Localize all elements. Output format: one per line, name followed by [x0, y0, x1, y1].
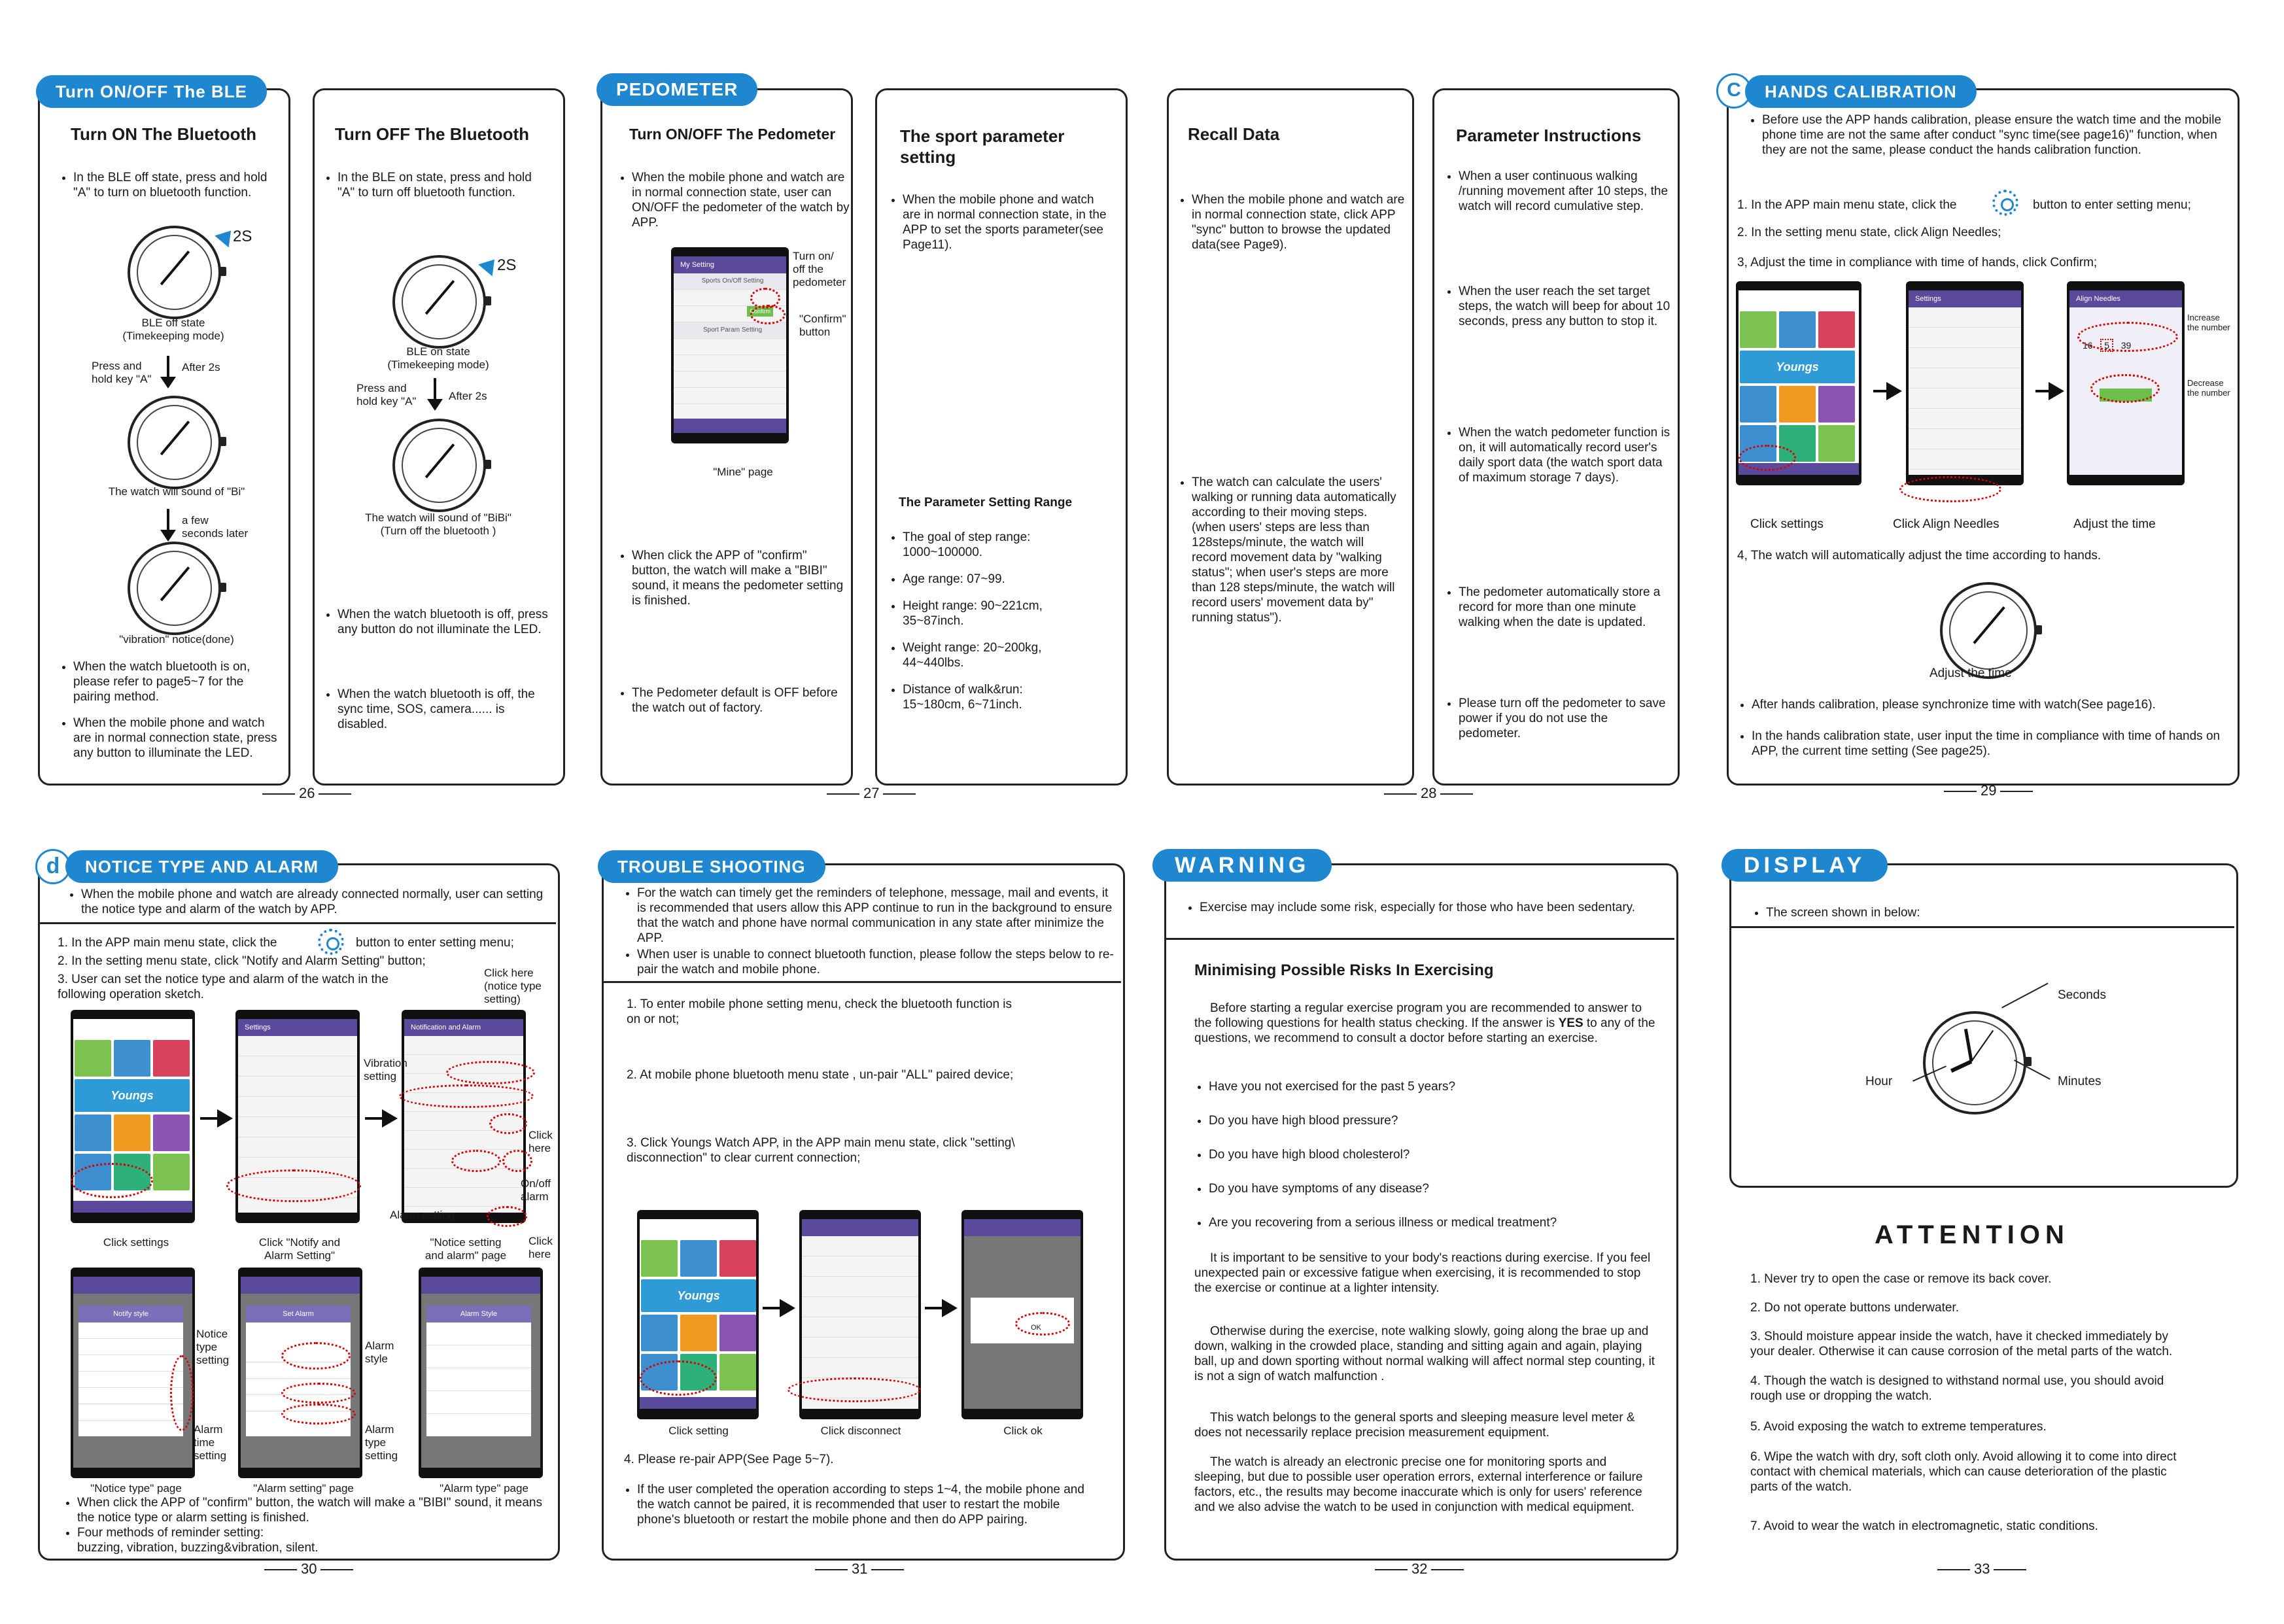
page-number: 30	[260, 1561, 357, 1578]
p33-a4: 4. Though the watch is designed to withstand normal use, you should avoid rough use or dropping the watch.	[1750, 1374, 2164, 1403]
p26-right-intro: • In the BLE on state, press and hold "A" to turn off bluetooth function.	[323, 170, 539, 200]
dialog-header: Notify style	[78, 1305, 183, 1322]
p32-title: Minimising Possible Risks In Exercising	[1194, 961, 1494, 979]
p27-caption: "Mine" page	[713, 466, 773, 478]
p26-left-intro: • In the BLE off state, press and hold "A" to turn on bluetooth function.	[59, 170, 275, 200]
disconnect-dialog-screenshot	[961, 1210, 1083, 1419]
highlight-ring	[71, 1163, 153, 1198]
right-arrow-icon	[763, 1307, 781, 1309]
p32-p5: The watch is already an electronic precise one for monitoring sports and sleeping, but due to possible user operation errors, external interference or failure factors, etc., the results may become inaccurate which is only for users' reference and we also advise the watch to be used in conjunction with medical equipment.	[1194, 1455, 1643, 1514]
brand-banner: Youngs	[1740, 351, 1855, 383]
p33-seconds: Seconds	[2058, 988, 2106, 1002]
p28-right-b3: • When the watch pedometer function is on, it will automatically record user's daily sport data (the watch sport data of maximum storage 7 days).	[1444, 425, 1676, 485]
page-number: 32	[1371, 1561, 1468, 1578]
p27-badge: PEDOMETER	[597, 73, 757, 106]
p29-b5: • After hands calibration, please synchronize time with watch(See page16).	[1737, 697, 2221, 712]
p29-dec: Decrease the number	[2187, 378, 2230, 398]
p31-s3: 3. Click Youngs Watch APP, in the APP main menu state, click "setting\ disconnection" to clear current connection;	[627, 1136, 1015, 1165]
p30-alarm-time: Alarm time setting	[194, 1423, 227, 1462]
highlight-ring	[170, 1355, 194, 1431]
highlight-ring	[281, 1383, 356, 1404]
p32-p3: Otherwise during the exercise, note walking slowly, going along the brae up and down, walking in the crowded place, standing and sitting again and again, playing ball, up and down sporting without normal walking will affect normal step counting, it is not a sign of watch malfunction .	[1194, 1324, 1655, 1383]
p26-right-after: After 2s	[449, 390, 487, 402]
gear-icon	[1992, 190, 2018, 216]
hour-value[interactable]: 16	[2083, 340, 2093, 351]
p26-left-title: Turn ON The Bluetooth	[71, 124, 257, 144]
highlight-ring	[489, 1113, 527, 1134]
screen-header: Notification and Alarm	[404, 1019, 523, 1036]
p27-left-b2: • When click the APP of "confirm" button, the watch will make a "BIBI" sound, it means the pedometer setting is finished.	[617, 548, 846, 608]
p28-right-title: Parameter Instructions	[1456, 126, 1642, 145]
p29-s1a: 1. In the APP main menu state, click the	[1737, 198, 1957, 212]
highlight-ring	[451, 1150, 501, 1172]
p32-questions: • Have you not exercised for the past 5 years? • Do you have high blood pressure? • Do you have high blood cholesterol? • Do you have symptoms of any disease? • Are you recovering from a serious illness or medical treatment?	[1194, 1079, 1659, 1230]
watch-illustration	[1940, 582, 2037, 679]
p30-s2: 2. In the setting menu state, click "Notify and Alarm Setting" button;	[58, 954, 426, 968]
watch-illustration	[128, 542, 221, 635]
highlight-ring	[787, 1377, 921, 1402]
p29-cap2: Click Align Needles	[1893, 517, 1999, 531]
right-arrow-icon	[925, 1307, 943, 1309]
highlight-ring	[281, 1404, 356, 1425]
ok-button[interactable]: OK	[1031, 1324, 1041, 1332]
p30-s1a: 1. In the APP main menu state, click the	[58, 936, 277, 950]
p30-clickhere2: Click here	[528, 1129, 553, 1154]
p33-a3: 3. Should moisture appear inside the watch, have it checked immediately by your dealer. Otherwise it can cause corrosion of the metal parts of the watch.	[1750, 1330, 2173, 1358]
p30-alarm-style: Alarm style	[365, 1339, 394, 1365]
p30-clickhere1: Click here (notice type setting)	[484, 967, 542, 1005]
p26-right-2s: 2S	[497, 256, 517, 274]
p28-right-b2: • When the user reach the set target steps, the watch will beep for about 10 seconds, press any button to stop it.	[1444, 284, 1673, 329]
page-number: 31	[811, 1561, 908, 1578]
p29-cap3: Adjust the time	[2073, 517, 2156, 531]
p26-right-b1: • When the watch bluetooth is off, press any button do not illuminate the LED.	[323, 607, 552, 637]
p26-left-b2: • When the mobile phone and watch are in normal connection state, press any button to illuminate the LED.	[59, 716, 285, 761]
p32-p1: Before starting a regular exercise program you are recommended to answer to the following questions for health status checking. If the answer is YES to any of the questions, we recommend to consult a doctor before starting an exercise.	[1194, 1001, 1655, 1045]
p26-left-w2-caption: The watch will sound of "Bi"	[108, 485, 245, 498]
p26-right-w1-caption: BLE on state (Timekeeping mode)	[387, 345, 489, 371]
p33-badge: DISPLAY	[1722, 849, 1888, 882]
p26-right-press: Press and hold key "A"	[356, 382, 417, 407]
p30-b1: • When click the APP of "confirm" button, the watch will make a "BIBI" sound, it means the notice type or alarm setting is finished.	[63, 1495, 547, 1525]
p29-s3: 3, Adjust the time in compliance with time of hands, click Confirm;	[1737, 256, 2098, 269]
p30-onoff: On/off alarm	[521, 1177, 551, 1203]
p31-s1: 1. To enter mobile phone setting menu, check the bluetooth function is on or not;	[627, 997, 1012, 1026]
p30-notice-type: Notice type setting	[196, 1328, 230, 1366]
p26-left-w1-caption: BLE off state (Timekeeping mode)	[122, 317, 224, 342]
bottom-nav[interactable]	[674, 419, 786, 433]
p30-s1b: button to enter setting menu;	[356, 936, 514, 950]
highlight-ring	[1739, 445, 1796, 471]
gear-icon	[318, 929, 344, 955]
p27-ann1: Turn on/ off the pedometer	[793, 250, 846, 288]
right-arrow-icon	[2035, 390, 2050, 392]
p30-letter: d	[35, 849, 71, 884]
page-number: 26	[258, 785, 355, 802]
p29-badge: HANDS CALIBRATION	[1745, 75, 1977, 108]
p31-cap2: Click disconnect	[820, 1425, 901, 1437]
p26-left-press: Press and hold key "A"	[92, 360, 152, 385]
p30-cap2: Click "Notify and Alarm Setting"	[258, 1236, 341, 1262]
down-arrow-icon	[434, 378, 436, 400]
highlight-ring	[750, 305, 786, 324]
p33-a7: 7. Avoid to wear the watch in electromagnetic, static conditions.	[1750, 1519, 2098, 1533]
watch-illustration	[128, 226, 221, 319]
p28-left-b1: • When the mobile phone and watch are in normal connection state, click APP "sync" button to browse the updated data(see Page9).	[1177, 192, 1413, 252]
p30-cap6: "Alarm type" page	[440, 1482, 528, 1494]
p33-b0: • The screen shown in below:	[1752, 905, 2144, 920]
p30-badge: NOTICE TYPE AND ALARM	[65, 850, 338, 883]
highlight-ring	[487, 1206, 527, 1227]
p30-b2: • Four methods of reminder setting: buzzing, vibration, buzzing&vibration, silent.	[63, 1525, 547, 1555]
p33-a1: 1. Never try to open the case or remove its back cover.	[1750, 1272, 2052, 1286]
p31-b2: • When user is unable to connect bluetooth function, please follow the steps below to re-pair the watch and mobile phone.	[623, 947, 1115, 977]
p33-a2: 2. Do not operate buttons underwater.	[1750, 1301, 1959, 1315]
p29-b0: • Before use the APP hands calibration, please ensure the watch time and the mobile phone time are not the same after conduct "sync time(see page16)" function, when they are not the same, please conduct the hands calibration function.	[1748, 112, 2228, 158]
screen-header: Settings	[238, 1019, 357, 1036]
dialog-header: Alarm Style	[426, 1305, 531, 1322]
alarm-setting-screenshot	[238, 1268, 362, 1478]
p26-left-b1: • When the watch bluetooth is on, please refer to page5~7 for the pairing method.	[59, 659, 281, 704]
p30-vib: Vibration setting	[364, 1057, 407, 1082]
p31-s4: 4. Please re-pair APP(See Page 5~7).	[624, 1453, 834, 1466]
p26-right-w2-caption: The watch will sound of "BiBi" (Turn off the bluetooth )	[365, 511, 511, 537]
highlight-ring	[1899, 476, 2001, 502]
brand-banner: Youngs	[75, 1079, 190, 1112]
p27-left-b1: • When the mobile phone and watch are in normal connection state, user can ON/OFF the pedometer of the watch by APP.	[617, 170, 853, 230]
p29-letter: C	[1716, 73, 1752, 109]
screen-header: My Setting	[674, 256, 786, 273]
highlight-ring	[2090, 374, 2160, 403]
p26-left-after: After 2s	[182, 361, 220, 373]
minute-value[interactable]: 5	[2100, 339, 2113, 352]
screen-subheader: Sports On/Off Setting	[674, 273, 786, 290]
p29-b6: • In the hands calibration state, user input the time in compliance with time of hands on APP, the current time setting (See page25).	[1737, 729, 2221, 759]
p32-p2: It is important to be sensitive to your body's reactions during exercise. If you feel unexpected pain or excessive fatigue when exercising, it is recommended to stop the exercise or continue at a lighter intensity.	[1194, 1251, 1651, 1295]
p29-cap1: Click settings	[1750, 517, 1824, 531]
p26-left-w3-caption: "vibration" notice(done)	[119, 633, 234, 646]
mine-page-screenshot	[671, 247, 789, 443]
p28-left-title: Recall Data	[1188, 124, 1280, 144]
highlight-ring	[226, 1169, 361, 1202]
p30-cap4: "Notice type" page	[90, 1482, 182, 1494]
highlight-ring	[640, 1360, 717, 1396]
brand-banner: Youngs	[641, 1279, 756, 1312]
p26-right-title: Turn OFF The Bluetooth	[335, 124, 530, 144]
p30-alarm-type: Alarm type setting	[365, 1423, 398, 1462]
screen-header: Settings	[1909, 290, 2021, 307]
p26-right-b2: • When the watch bluetooth is off, the sync time, SOS, camera...... is disabled.	[323, 687, 552, 732]
page-number: 28	[1380, 785, 1477, 802]
p27-left-b3: • The Pedometer default is OFF before the watch out of factory.	[617, 685, 840, 716]
p33-attention: ATTENTION	[1875, 1220, 2069, 1249]
alarm-type-screenshot	[419, 1268, 543, 1478]
p33-hour: Hour	[1865, 1075, 1893, 1088]
p33-a6: 6. Wipe the watch with dry, soft cloth only. Avoid allowing it to come into direct contact with chemical materials, which can cause deterioration of the plastic parts of the watch.	[1750, 1450, 2177, 1494]
p29-inc: Increase the number	[2187, 313, 2230, 332]
p31-cap3: Click ok	[1003, 1425, 1043, 1437]
down-arrow-icon	[167, 509, 169, 531]
p26-badge: Turn ON/OFF The BLE	[36, 75, 267, 108]
watch-illustration	[392, 419, 486, 512]
p26-left-few: a few seconds later	[182, 514, 249, 540]
p29-s1b: button to enter setting menu;	[2033, 198, 2191, 212]
p31-badge: TROUBLE SHOOTING	[598, 850, 825, 883]
down-arrow-icon	[167, 356, 169, 378]
settings-screenshot	[1906, 281, 2024, 485]
p32-badge: WARNING	[1152, 849, 1332, 882]
p30-b0: • When the mobile phone and watch are already connected normally, user can setting the notice type and alarm of the watch by APP.	[67, 887, 544, 917]
highlight-ring	[399, 1084, 534, 1108]
p28-right-b5: • Please turn off the pedometer to save power if you do not use the pedometer.	[1444, 696, 1667, 741]
p28-right-b1: • When a user continuous walking /running movement after 10 steps, the watch will record cumulative step.	[1444, 169, 1673, 214]
p30-s3: 3. User can set the notice type and alarm of the watch in the following operation sketch.	[58, 973, 389, 1001]
highlight-ring	[1015, 1312, 1070, 1336]
p33-minutes: Minutes	[2058, 1075, 2102, 1088]
page-number: 27	[823, 785, 920, 802]
p27-ranges: • The goal of step range: 1000~100000. • Age range: 07~99. • Height range: 90~221cm, 35~87inch. • Weight range: 20~200kg, 44~440lbs. • Distance of walk&run: 15~180cm, 6~71inch.	[888, 530, 1111, 712]
p26-left-2s: 2S	[233, 228, 252, 245]
p29-s4: 4, The watch will automatically adjust the time according to hands.	[1737, 549, 2102, 562]
confirm-button[interactable]: Confirm	[747, 306, 773, 317]
p28-right-b4: • The pedometer automatically store a record for more than one minute walking when the date is updated.	[1444, 585, 1667, 630]
p30-cap3: "Notice setting and alarm" page	[424, 1236, 507, 1262]
highlight-ring	[2077, 322, 2178, 352]
p30-cap5: "Alarm setting" page	[253, 1482, 354, 1494]
watch-display-illustration	[1923, 1011, 2026, 1114]
right-arrow-icon	[1873, 390, 1888, 392]
p27-left-title: Turn ON/OFF The Pedometer	[629, 126, 836, 143]
p29-s2: 2. In the setting menu state, click Align Needles;	[1737, 226, 2001, 239]
watch-illustration	[128, 396, 221, 489]
screen-header: Align Needles	[2069, 290, 2182, 307]
watch-illustration	[392, 255, 486, 349]
p27-ann2: "Confirm" button	[799, 313, 846, 338]
p31-b3: • If the user completed the operation according to steps 1~4, the mobile phone and the watch cannot be paired, it is recommended that user to restart the mobile phone's bluetooth or restart the mobile phone and then do APP pairing.	[623, 1482, 1095, 1527]
highlight-ring	[446, 1061, 535, 1084]
highlight-ring	[281, 1342, 351, 1370]
p32-p4: This watch belongs to the general sports and sleeping measure level meter & does not necessarily replace precision measurement equipment.	[1194, 1411, 1635, 1440]
p27-right-b1: • When the mobile phone and watch are in normal connection state, in the APP to set the sports parameter(see Page11).	[888, 192, 1111, 252]
screen-subheader-2: Sport Param Setting	[674, 322, 786, 339]
p28-left-b2: • The watch can calculate the users' walking or running data automatically according to their moving steps. (when users' steps are less than 128steps/minute, the watch will record movement data by "walking status"; when user's steps are more than 128 steps/minute, the watch will record users' movement data by" running status").	[1177, 475, 1400, 625]
p27-range-title: The Parameter Setting Range	[899, 496, 1073, 510]
right-arrow-icon	[200, 1117, 218, 1120]
p32-b0: • Exercise may include some risk, especially for those who have been sedentary.	[1185, 900, 1656, 915]
dialog-header: Set Alarm	[246, 1305, 351, 1322]
p27-right-title: The sport parameter setting	[900, 126, 1065, 167]
p30-cap1: Click settings	[103, 1236, 169, 1249]
p33-a5: 5. Avoid exposing the watch to extreme temperatures.	[1750, 1420, 2047, 1434]
p31-s2: 2. At mobile phone bluetooth menu state , un-pair "ALL" paired device;	[627, 1068, 1014, 1082]
p31-b1: • For the watch can timely get the reminders of telephone, message, mail and events, it is recommended that users allow this APP continue to run in the background to ensure that the watch and phone have normal communication in any state after minimize the APP.	[623, 886, 1115, 946]
page-number: 29	[1940, 782, 2037, 799]
right-arrow-icon	[365, 1117, 383, 1120]
p30-alarmset: Alarm setting	[390, 1209, 455, 1221]
p30-clickhere3: Click here	[528, 1235, 553, 1260]
second-value[interactable]: 39	[2120, 340, 2132, 351]
p29-cap4: Adjust the time	[1929, 666, 2012, 680]
p31-cap1: Click setting	[668, 1425, 729, 1437]
page-number: 33	[1933, 1561, 2030, 1578]
